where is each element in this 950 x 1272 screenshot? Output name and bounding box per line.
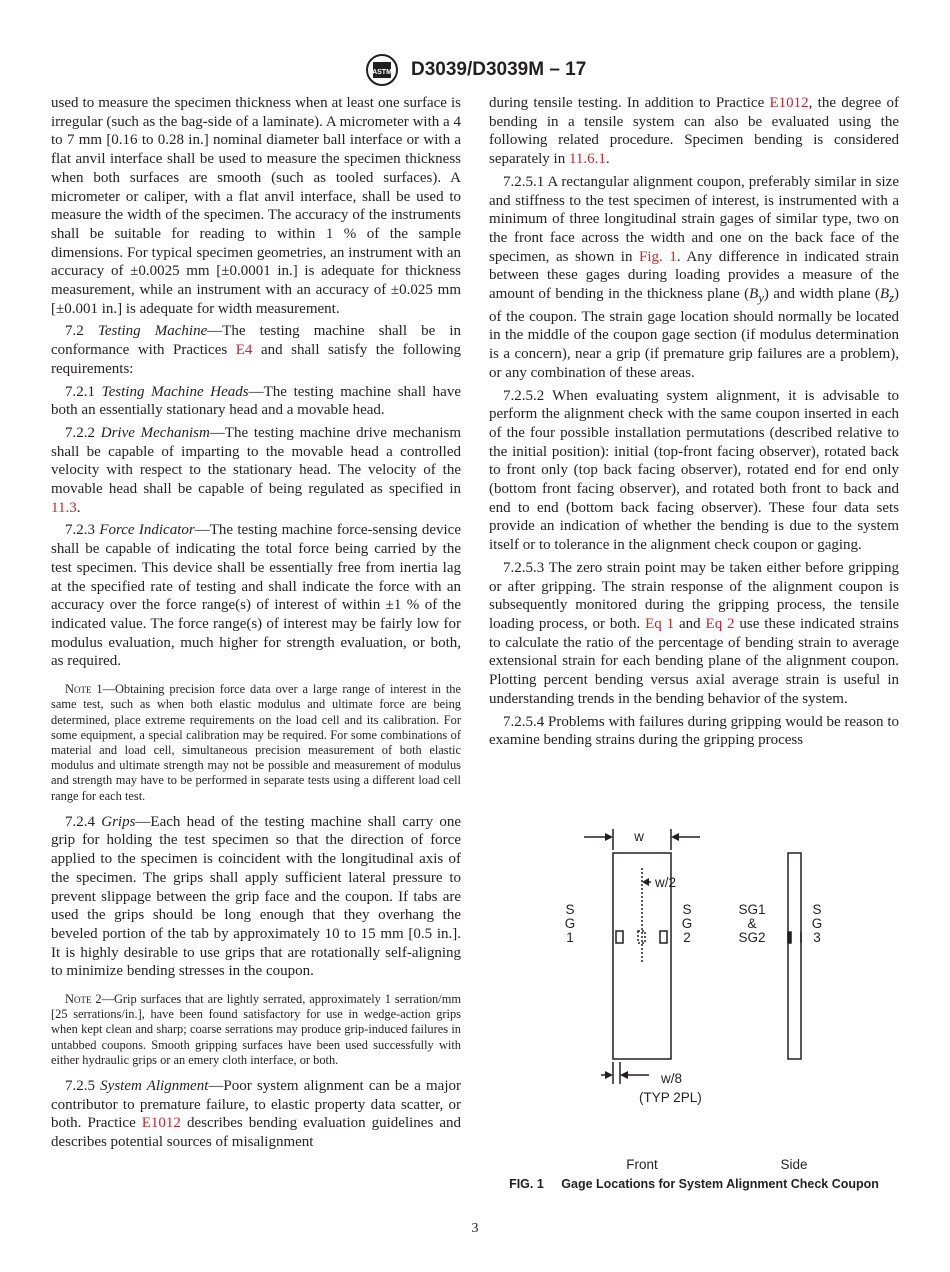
gage-sg2: [660, 931, 667, 943]
figure-caption: [489, 1177, 899, 1191]
page-number: 3: [471, 1221, 479, 1236]
figure-caption-text: Gage Locations for System Alignment Check Coupon: [561, 1177, 879, 1191]
section-title: Grips: [101, 813, 136, 830]
label-sg2-line1: S: [682, 902, 692, 917]
link-11-3[interactable]: 11.3: [51, 499, 77, 516]
figure-label: FIG. 1: [509, 1177, 544, 1191]
symbol-b: B: [749, 286, 759, 303]
section-text: 7.2.5.3 The zero strain point may be taken either before gripping or after gripping. The strain response of the alignment coupon is subsequently monitored during the gripping process, the tensile loading process, or both.: [489, 559, 899, 632]
section-text: —Poor system alignment can be a major contributor to premature failure, to elastic property data scatter, or both. Practice: [51, 1078, 462, 1132]
section-text: and shall satisfy the following requirements:: [51, 342, 461, 377]
link-11-6-1[interactable]: 11.6.1: [568, 151, 606, 168]
note-text: —Grip surfaces that are lightly serrated, approximately 1 serration/mm [25 serrations/in.], have been found satisfactory for use in wedge-action grips when kept clean and sharp; coarse serrations may produce grip-induced failures in untabbed coupons. Smooth gripping surfaces have been used successfully with either hydraulic grips or an emery cloth interface, or both.: [51, 992, 461, 1067]
section-text: ) and width plane (: [763, 286, 880, 303]
section-text: and: [674, 615, 706, 632]
note-label: Note 1: [65, 682, 103, 697]
section-title: System Alignment: [100, 1078, 209, 1095]
section-number: 7.2.1: [65, 383, 95, 400]
label-sg2-line3: 2: [683, 930, 691, 945]
symbol-subscript: y: [758, 291, 764, 306]
section-7-2-5-1: [489, 173, 899, 383]
section-title: Force Indicator: [99, 522, 195, 539]
paragraph-text: .: [605, 151, 610, 168]
label-sg12-line2: &: [747, 916, 757, 931]
section-7-2-5-3: [489, 559, 899, 709]
section-7-2-5-2: 7.2.5.2 When evaluating system alignment, it is advisable to perform the alignment check with the same coupon inserted in each of the four possible installation permutations (described relative to the initial position): initial (top-front facing observer), rotated back to front only (top back facing observer), rotated end for end only (bottom front facing observer), and rotated both front to back and end to end (bottom back facing observer). These four data sets provide an indication of whether the bending is due to the system itself or to tolerance in the alignment check coupon or gaging.: [489, 387, 899, 554]
symbol-subscript: z: [889, 291, 894, 306]
label-sg12-line1: SG1: [738, 902, 766, 917]
label-front: Front: [626, 1157, 658, 1172]
note-1: [51, 682, 461, 804]
paragraph-intro: used to measure the specimen thickness when at least one surface is irregular (such as the bag-side of a laminate). A micrometer with a 4 to 7 mm [0.16 to 0.28 in.] nominal diameter ball interface or with a flat anvil interface shall be used to measure the specimen thickness when both surfaces are smooth (such as tooled surfaces). A micrometer or caliper, with a flat anvil interface, shall be used to measure the width of the specimen. The accuracy of the instruments shall be suitable for reading to within 1 % of the sample dimensions. For typical specimen geometries, an instrument with an accuracy of ±0.0025 mm [±0.0001 in.] is adequate for thickness measurement, while an instrument with an accuracy of ±0.025 mm [±0.001 in.] is adequate for width measurement.: [51, 95, 461, 317]
section-text: use these indicated strains to calculate the ratio of the percentage of bending strain to average extensional strain for each bending plane of the alignment coupon. Plotting percent bending versus axial average strain is useful in understanding trends in the bending behavior of the system.: [489, 615, 899, 707]
section-number: 7.2: [65, 323, 84, 340]
section-text: 7.2.5.1 A rectangular alignment coupon, preferably similar in size and stiffness to the test specimen of interest, is instrumented with a minimum of three longitudinal strain gages of similar type, two on the front face across the width and one on the back face of the specimen, as shown in: [489, 173, 899, 265]
section-text: ) of the coupon. The strain gage location should normally be located in the middle of the coupon gage section (if modulus determination is a concern), near a grip (if premature grip failures are a problem), or any combination of these areas.: [489, 286, 899, 381]
label-sg2-line2: G: [681, 916, 693, 931]
paragraph-continued: [489, 94, 899, 169]
section-7-2: [51, 322, 461, 378]
w2-arrowhead: [642, 878, 649, 886]
section-7-2-5-4: 7.2.5.4 Problems with failures during gripping would be reason to examine bending strains during the gripping process: [489, 713, 899, 749]
label-side: Side: [780, 1157, 808, 1172]
section-text: —Each head of the testing machine shall carry one grip for holding the test specimen so that the direction of force applied to the specimen is coincident with the longitudinal axis of the specimen. The grips shall apply sufficient lateral pressure to prevent slippage between the grip face and the coupon. If tabs are used the grips should be long enough that they overhang the beveled portion of the tab by approximately 10 to 15 mm [0.5 in.]. It is highly desirable to use grips that are rotationally self-aligning to minimize bending stresses in the coupon.: [51, 813, 461, 980]
note-2: [51, 992, 461, 1068]
label-sg3-line2: G: [811, 916, 823, 931]
label-sg1-line1: S: [565, 902, 575, 917]
w-arrowhead-right: [671, 833, 679, 841]
side-coupon-outline: [788, 853, 801, 1059]
section-text: —The testing machine shall have both an essentially stationary head and a movable head.: [51, 383, 461, 419]
section-7-2-3: [51, 521, 461, 671]
label-sg12-line3: SG2: [738, 930, 766, 945]
label-sg1-line3: 1: [566, 930, 574, 945]
label-sg3-line1: S: [812, 902, 822, 917]
astm-logo-icon: [364, 52, 400, 88]
label-typ-2pl: (TYP 2PL): [639, 1090, 702, 1105]
symbol-b: B: [879, 286, 890, 303]
page-header: [0, 52, 950, 88]
figure-1-diagram: [489, 820, 899, 1200]
right-column: [489, 94, 899, 754]
section-7-2-2: [51, 424, 461, 518]
section-text: —The testing machine drive mechanism shall be capable of imparting to the movable head a controlled velocity with respect to the stationary head. The velocity of the movable head shall be capable of being regulated as specified in: [51, 424, 462, 498]
link-e1012[interactable]: E1012: [769, 95, 809, 111]
paragraph-text: , the degree of bending in a tensile system can also be evaluated using the following related procedure. Specimen bending is considered separately in: [489, 95, 899, 168]
section-number: 7.2.4: [65, 813, 95, 830]
section-title: Testing Machine: [97, 323, 208, 340]
link-e4[interactable]: E4: [235, 342, 253, 359]
left-column: [51, 94, 461, 1156]
section-7-2-4: [51, 813, 461, 981]
section-text: . Any difference in indicated strain between these gages during loading provides a measure of the amount of bending in the thickness plane (: [489, 248, 899, 303]
w8-arrowhead-right: [620, 1071, 628, 1079]
section-number: 7.2.2: [65, 424, 95, 441]
link-eq-2[interactable]: Eq 2: [705, 615, 735, 632]
note-label: Note 2: [65, 992, 102, 1007]
section-title: Drive Mechanism: [100, 424, 210, 441]
section-number: 7.2.5: [65, 1078, 95, 1095]
gage-sg3: [788, 932, 791, 943]
note-text: —Obtaining precision force data over a large range of interest in the same test, such as when both elastic modulus and ultimate force are being determined, place extreme requirements on the load cell and its calibration. For some equipment, a special calibration may be required. For some combinations of material and load cell, simultaneous precision measurement of both elastic modulus and ultimate strength may not be possible and measurement of modulus and strength may have to be performed in separate tests using a different load cell range for each test.: [51, 682, 461, 803]
w8-arrowhead-left: [605, 1071, 613, 1079]
gage-sg1: [616, 931, 623, 943]
link-e1012[interactable]: E1012: [141, 1115, 181, 1132]
w-arrowhead-left: [605, 833, 613, 841]
link-fig-1[interactable]: Fig. 1: [639, 248, 677, 265]
paragraph-text: during tensile testing. In addition to Practice: [489, 95, 770, 111]
section-number: 7.2.3: [65, 522, 95, 539]
section-title: Testing Machine Heads: [101, 383, 249, 400]
label-sg3-line3: 3: [813, 930, 821, 945]
section-text: —The testing machine shall be in conformance with Practices: [51, 323, 462, 359]
link-eq-1[interactable]: Eq 1: [645, 615, 675, 632]
section-text: .: [76, 499, 81, 516]
section-7-2-1: [51, 383, 461, 420]
label-w8: w/8: [661, 1071, 683, 1086]
document-id: D3039/D3039M – 17: [410, 59, 587, 80]
label-w2: w/2: [655, 875, 677, 890]
section-text: —The testing machine force-sensing device shall be capable of indicating the total force being carried by the test specimen. This device shall be essentially free from inertia lag at the specified rate of testing and shall indicate the force with an accuracy over the force range(s) of interest of within ±1 % of the indicated value. The force range(s) of interest may be fairly low for modulus evaluation, much higher for strength evaluation, or both, as required.: [51, 522, 461, 670]
coupon-diagram: [489, 820, 899, 1180]
label-w: w: [634, 829, 644, 844]
logo-text: ASTM: [371, 69, 392, 76]
section-7-2-5: [51, 1077, 461, 1152]
label-sg1-line2: G: [564, 916, 576, 931]
section-text: describes bending evaluation guidelines and describes potential sources of misalignment: [51, 1115, 461, 1151]
